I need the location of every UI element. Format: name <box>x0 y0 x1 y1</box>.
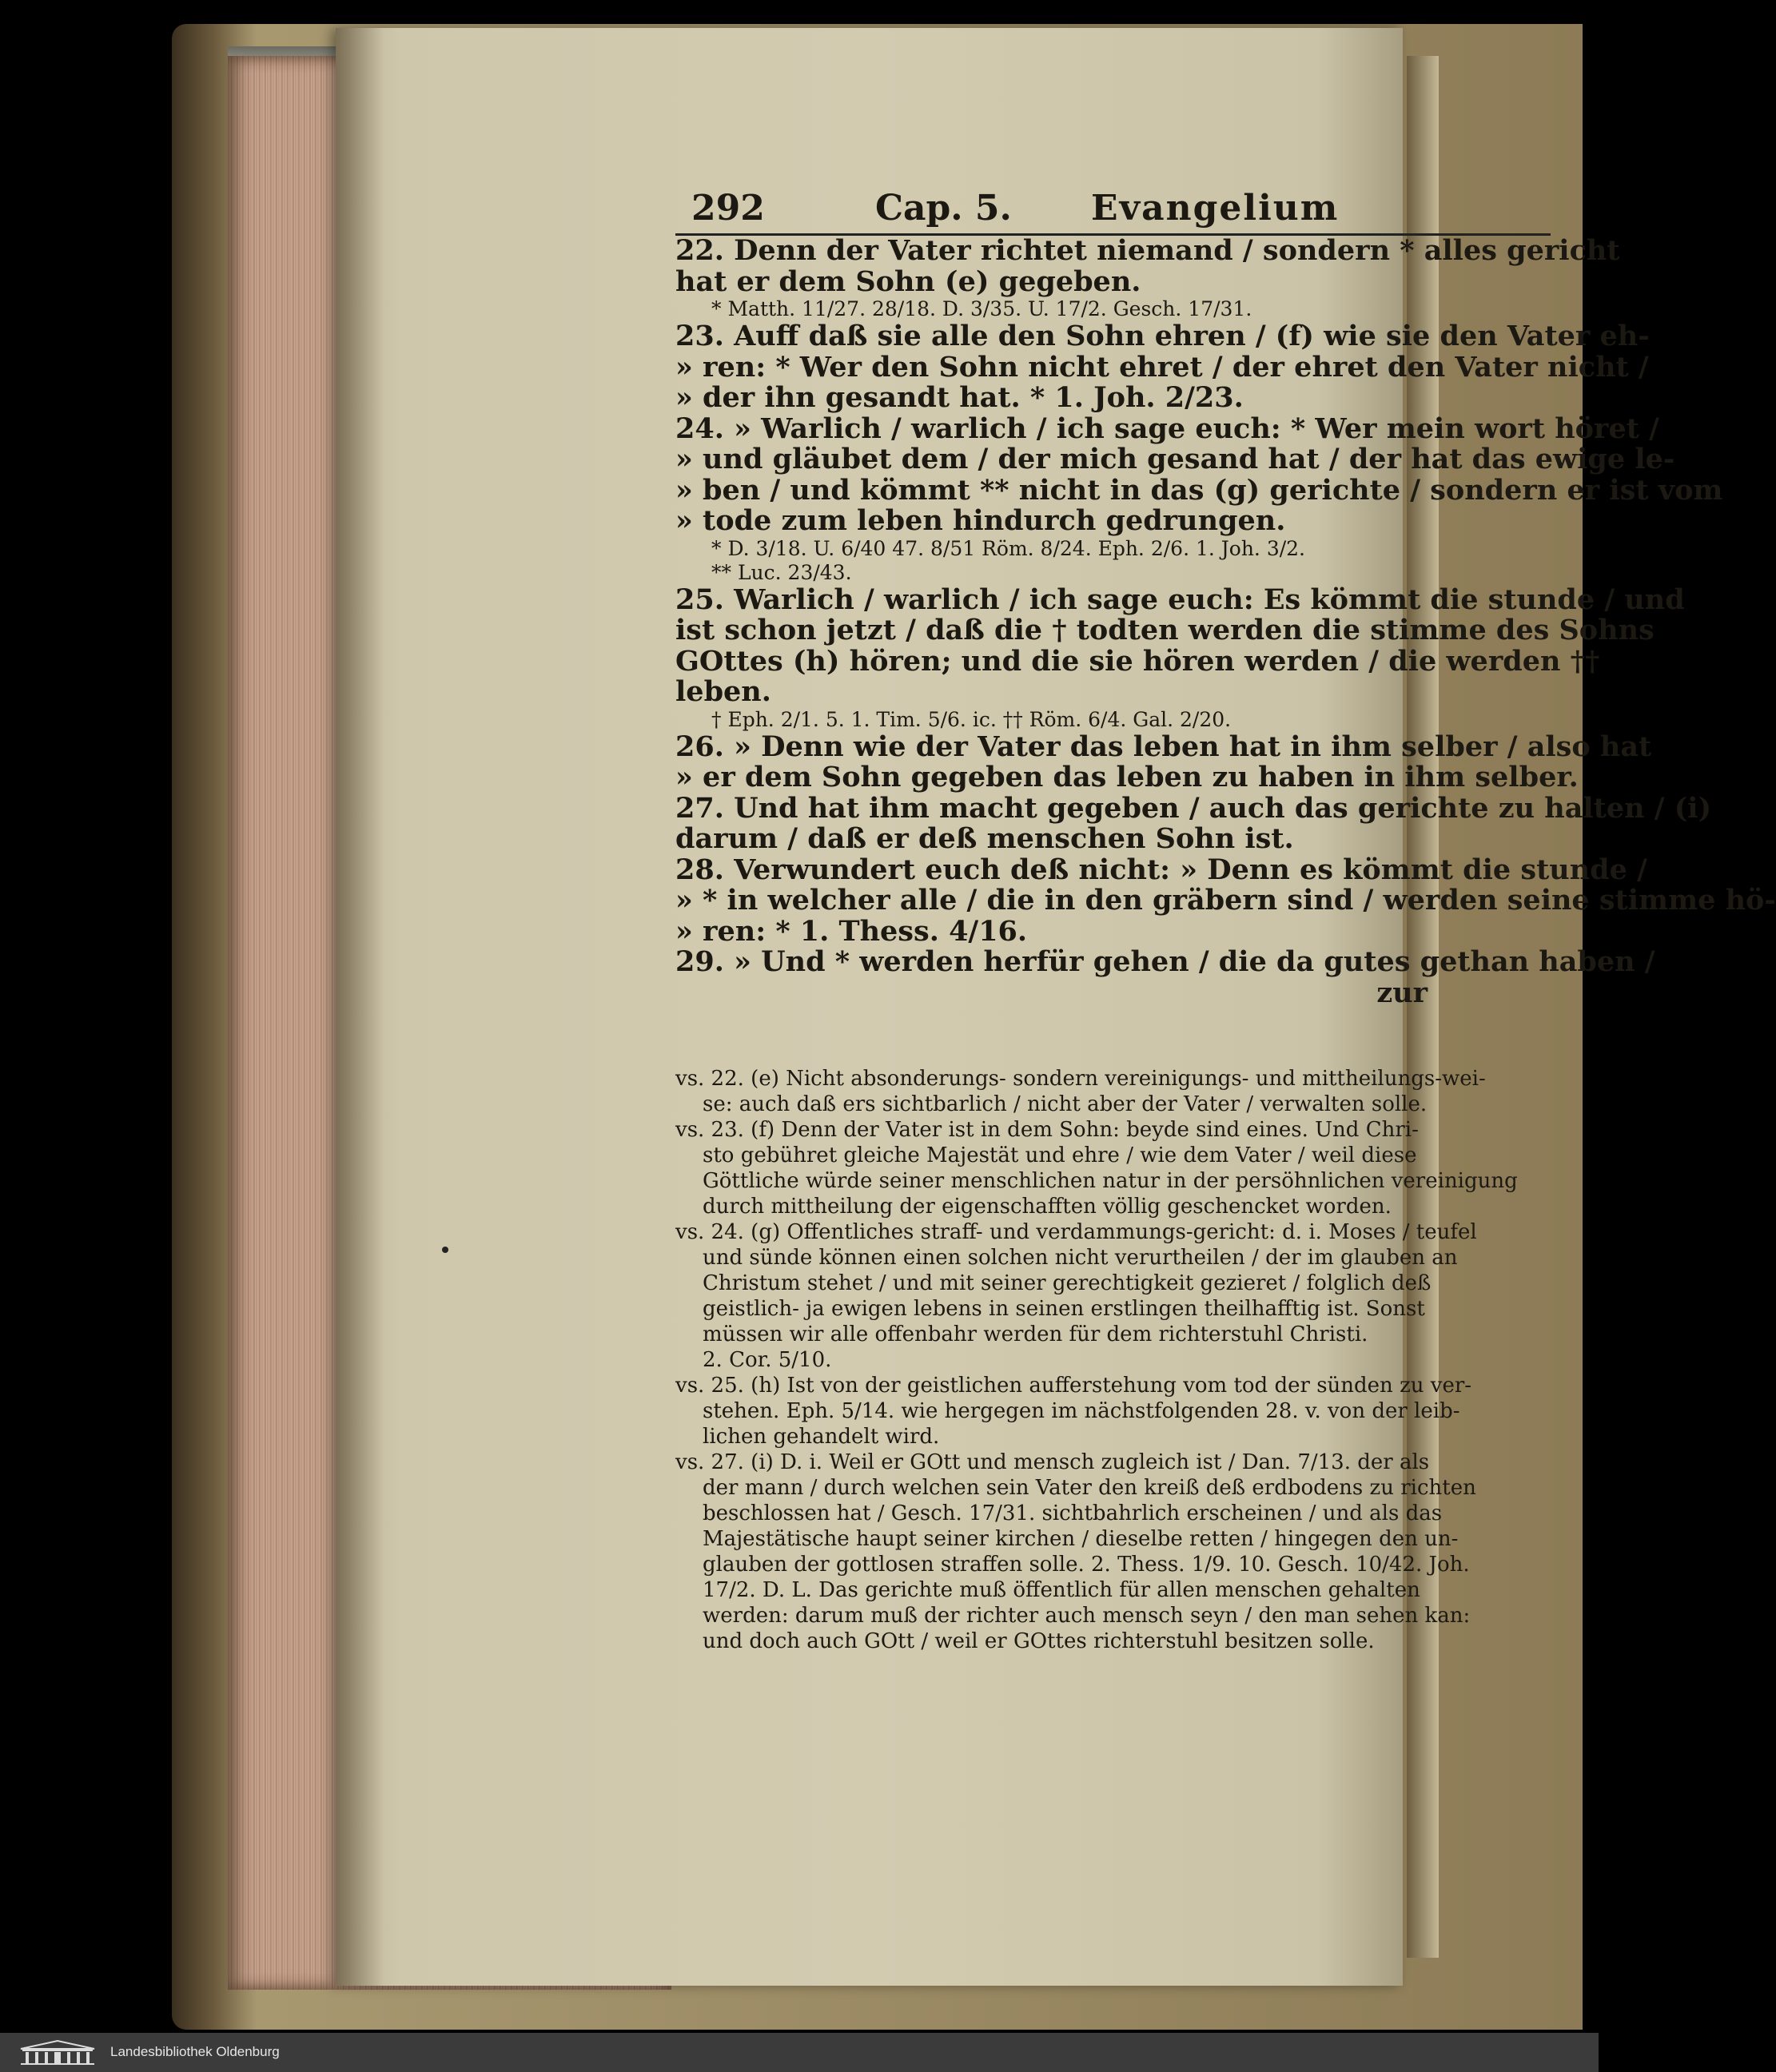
note-vs27 <box>675 1450 1551 1654</box>
verse-28 <box>675 853 1776 948</box>
gutter-shadow <box>336 28 384 1986</box>
verse-line: 26. » Denn wie der Vater das leben hat in ihm selber / also hat <box>675 730 1652 763</box>
cross-reference: * D. 3/18. U. 6/40 47. 8/51 Röm. 8/24. Eph. 2/6. 1. Joh. 3/2. <box>711 536 1306 560</box>
note-line: glauben der gottlosen straffen solle. 2. Thess. 1/9. 10. Gesch. 10/42. Joh. <box>703 1553 1470 1577</box>
note-vs23 <box>675 1117 1551 1219</box>
note-line: stehen. Eph. 5/14. wie hergegen im nächstfolgenden 28. v. von der leib- <box>703 1399 1460 1423</box>
note-line: und sünde können einen solchen nicht verurtheilen / der im glauben an <box>703 1246 1458 1270</box>
note-line: 17/2. D. L. Das gerichte muß öffentlich für allen menschen gehalten <box>703 1578 1420 1602</box>
note-line: durch mittheilung der eigenschafften völlig geschencket worden. <box>703 1195 1392 1219</box>
cross-reference: ** Luc. 23/43. <box>711 560 852 584</box>
verse-line: » er dem Sohn gegeben das leben zu haben in ihm selber. <box>675 761 1579 793</box>
note-line: vs. 23. (f) Denn der Vater ist in dem Sohn: beyde sind eines. Und Chri- <box>675 1118 1419 1142</box>
verse-line: » der ihn gesandt hat. * 1. Joh. 2/23. <box>675 381 1244 414</box>
verse-line: 25. Warlich / warlich / ich sage euch: Es kömmt die stunde / und <box>675 583 1685 616</box>
note-line: müssen wir alle offenbahr werden für dem richterstuhl Christi. <box>703 1322 1368 1346</box>
library-footer-bar <box>0 2033 1599 2072</box>
verse-26 <box>675 730 1652 793</box>
verse-line: hat er dem Sohn (e) gegeben. <box>675 264 1141 298</box>
note-line: geistlich- ja ewigen lebens in seinen erstlingen theilhafftig ist. Sonst <box>703 1297 1425 1321</box>
commentary-notes <box>675 1066 1551 1654</box>
verse-23 <box>675 320 1650 414</box>
library-building-icon <box>18 2039 98 2066</box>
verse-line: » ben / und kömmt ** nicht in das (g) gerichte / sondern er ist vom <box>675 473 1723 507</box>
verse-line: » tode zum leben hindurch gedrungen. <box>675 504 1286 537</box>
verse-line: 28. Verwundert euch deß nicht: » Denn es kömmt die stunde / <box>675 853 1647 886</box>
note-line: sto gebühret gleiche Majestät und ehre / wie dem Vater / weil diese <box>703 1143 1417 1167</box>
library-name: Landesbibliothek Oldenburg <box>110 2044 280 2059</box>
verse-29 <box>675 945 1655 1009</box>
cross-reference: † Eph. 2/1. 5. 1. Tim. 5/6. ic. †† Röm. 6/4. Gal. 2/20. <box>711 707 1232 731</box>
note-line: beschlossen hat / Gesch. 17/31. sichtbahrlich erscheinen / und als das <box>703 1501 1443 1525</box>
verse-line: 22. Denn der Vater richtet niemand / sondern * alles gericht <box>675 234 1620 267</box>
verse-line: » und gläubet dem / der mich gesand hat / der hat das ewige le- <box>675 443 1675 475</box>
note-line: 2. Cor. 5/10. <box>703 1348 832 1372</box>
verse-22 <box>675 234 1620 298</box>
note-line: Christum stehet / und mit seiner gerechtigkeit gezieret / folglich deß <box>703 1271 1432 1295</box>
note-vs22 <box>675 1066 1551 1117</box>
note-line: se: auch daß ers sichtbarlich / nicht aber der Vater / verwalten solle. <box>703 1092 1428 1116</box>
note-line: vs. 27. (i) D. i. Weil er GOtt und mensch zugleich ist / Dan. 7/13. der als <box>675 1450 1430 1474</box>
verse-line: 23. Auff daß sie alle den Sohn ehren / (f) wie sie den Vater eh- <box>675 320 1650 352</box>
verse-line: 29. » Und * werden herfür gehen / die da gutes gethan haben / <box>675 945 1655 978</box>
note-line: Majestätische haupt seiner kirchen / dieselbe retten / hingegen den un- <box>703 1527 1459 1551</box>
verse-line: leben. <box>675 675 771 708</box>
note-vs25 <box>675 1373 1551 1450</box>
verse-line: 24. » Warlich / warlich / ich sage euch: * Wer mein wort höret / <box>675 412 1659 445</box>
ink-speck <box>442 1247 448 1253</box>
note-line: vs. 25. (h) Ist von der geistlichen aufferstehung vom tod der sünden zu ver- <box>675 1374 1472 1398</box>
running-title: Evangelium <box>1091 188 1340 229</box>
verse-line: » ren: * Wer den Sohn nicht ehret / der ehret den Vater nicht / <box>675 350 1649 384</box>
running-header <box>675 184 1551 236</box>
verse-block <box>675 234 1776 1009</box>
note-line: vs. 24. (g) Offentliches straff- und verdammungs-gericht: d. i. Moses / teufel <box>675 1220 1477 1244</box>
page-text <box>675 184 1776 1654</box>
verse-line: ist schon jetzt / daß die † todten werden die stimme des Sohns <box>675 614 1655 646</box>
note-line: Göttliche würde seiner menschlichen natur in der persöhnlichen vereinigung <box>703 1169 1518 1193</box>
verse-line: 27. Und hat ihm macht gegeben / auch das gerichte zu halten / (i) <box>675 791 1712 825</box>
note-line: lichen gehandelt wird. <box>703 1425 940 1449</box>
verse-24 <box>675 412 1723 537</box>
cross-reference: * Matth. 11/27. 28/18. D. 3/35. U. 17/2. Gesch. 17/31. <box>711 297 1252 320</box>
verse-line: » ren: * 1. Thess. 4/16. <box>675 914 1028 948</box>
page-number: 292 <box>691 188 765 229</box>
note-line: und doch auch GOtt / weil er GOttes richterstuhl besitzen solle. <box>703 1629 1375 1653</box>
chapter-label: Cap. 5. <box>875 188 1012 229</box>
verse-line: GOttes (h) hören; und die sie hören werden / die werden †† <box>675 644 1600 678</box>
section-gap <box>675 1008 1551 1066</box>
verse-25 <box>675 583 1685 708</box>
note-line: werden: darum muß der richter auch mensch seyn / den man sehen kan: <box>703 1604 1471 1628</box>
verse-27 <box>675 791 1712 855</box>
verse-line: » * in welcher alle / die in den gräbern sind / werden seine stimme hö- <box>675 884 1776 917</box>
note-line: vs. 22. (e) Nicht absonderungs- sondern vereinigungs- und mittheilungs-wei- <box>675 1067 1486 1091</box>
verse-line: zur <box>675 976 1428 1009</box>
note-vs24 <box>675 1219 1551 1373</box>
note-line: der mann / durch welchen sein Vater den kreiß deß erdbodens zu richten <box>703 1476 1476 1500</box>
verse-line: darum / daß er deß menschen Sohn ist. <box>675 822 1294 855</box>
